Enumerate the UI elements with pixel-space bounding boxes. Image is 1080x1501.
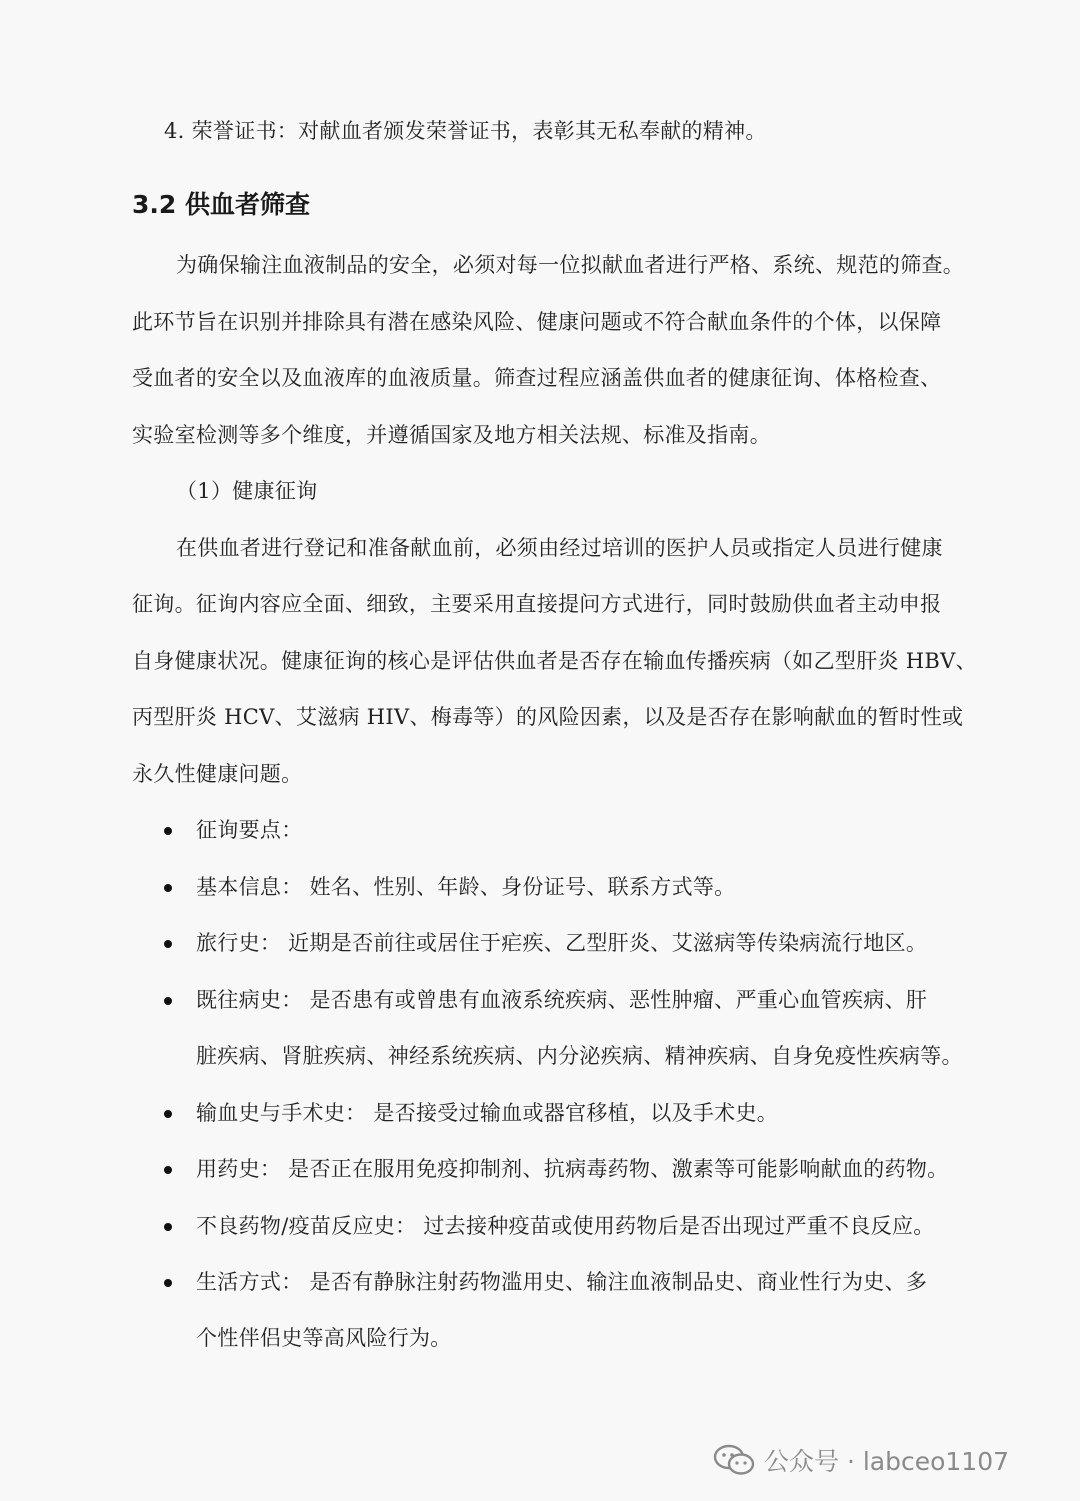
consult-line-2: 征询。征询内容应全面、细致，主要采用直接提问方式进行，同时鼓励供血者主动申报 [132, 592, 942, 616]
bullet-item-text: 生活方式： 是否有静脉注射药物滥用史、输注血液制品史、商业性行为史、多 [196, 1270, 928, 1294]
consult-line-5: 永久性健康问题。 [132, 762, 303, 786]
bullet-dot [164, 1279, 172, 1287]
bullet-item-text: 征询要点： [196, 818, 303, 842]
bullet-dot [164, 1110, 172, 1118]
bullet-dot [164, 1223, 172, 1231]
bullet-item-text: 基本信息： 姓名、性别、年龄、身份证号、联系方式等。 [196, 875, 736, 899]
bullet-item-text: 旅行史： 近期是否前往或居住于疟疾、乙型肝炎、艾滋病等传染病流行地区。 [196, 931, 928, 955]
bullet-dot [164, 997, 172, 1005]
consult-line-3: 自身健康状况。健康征询的核心是评估供血者是否存在输血传播疾病（如乙型肝炎 HBV、 [132, 649, 977, 673]
subheading: （1）健康征询 [176, 479, 318, 503]
bullet-item-text: 不良药物/疫苗反应史： 过去接种疫苗或使用药物后是否出现过严重不良反应。 [196, 1214, 935, 1238]
bullet-item-text: 用药史： 是否正在服用免疫抑制剂、抗病毒药物、激素等可能影响献血的药物。 [196, 1157, 949, 1181]
intro-line-1: 为确保输注血液制品的安全，必须对每一位拟献血者进行严格、系统、规范的筛查。 [176, 253, 965, 277]
bullet-dot [164, 940, 172, 948]
bullet-item-text-cont: 脏疾病、肾脏疾病、神经系统疾病、内分泌疾病、精神疾病、自身免疫性疾病等。 [196, 1044, 963, 1068]
consult-line-4: 丙型肝炎 HCV、艾滋病 HIV、梅毒等）的风险因素，以及是否存在影响献血的暂时性或 [132, 705, 964, 729]
consult-line-1: 在供血者进行登记和准备献血前，必须由经过培训的医护人员或指定人员进行健康 [176, 536, 943, 560]
wechat-icon [712, 1444, 756, 1476]
bullet-item-text: 输血史与手术史： 是否接受过输血或器官移植，以及手术史。 [196, 1101, 779, 1125]
bullet-dot [164, 1166, 172, 1174]
section-heading: 3.2 供血者筛查 [132, 190, 310, 219]
wechat-watermark [712, 1440, 1009, 1480]
watermark-text: 公众号 · labceo1107 [764, 1447, 1010, 1476]
list-item-4: 4. 荣誉证书：对献血者颁发荣誉证书，表彰其无私奉献的精神。 [164, 119, 767, 143]
intro-line-4: 实验室检测等多个维度，并遵循国家及地方相关法规、标准及指南。 [132, 423, 771, 447]
bullet-item-text-cont: 个性伴侣史等高风险行为。 [196, 1326, 452, 1350]
bullet-dot [164, 827, 172, 835]
bullet-dot [164, 884, 172, 892]
intro-line-3: 受血者的安全以及血液库的血液质量。筛查过程应涵盖供血者的健康征询、体格检查、 [132, 366, 942, 390]
intro-line-2: 此环节旨在识别并排除具有潜在感染风险、健康问题或不符合献血条件的个体，以保障 [132, 310, 942, 334]
bullet-item-text: 既往病史： 是否患有或曾患有血液系统疾病、恶性肿瘤、严重心血管疾病、肝 [196, 988, 928, 1012]
